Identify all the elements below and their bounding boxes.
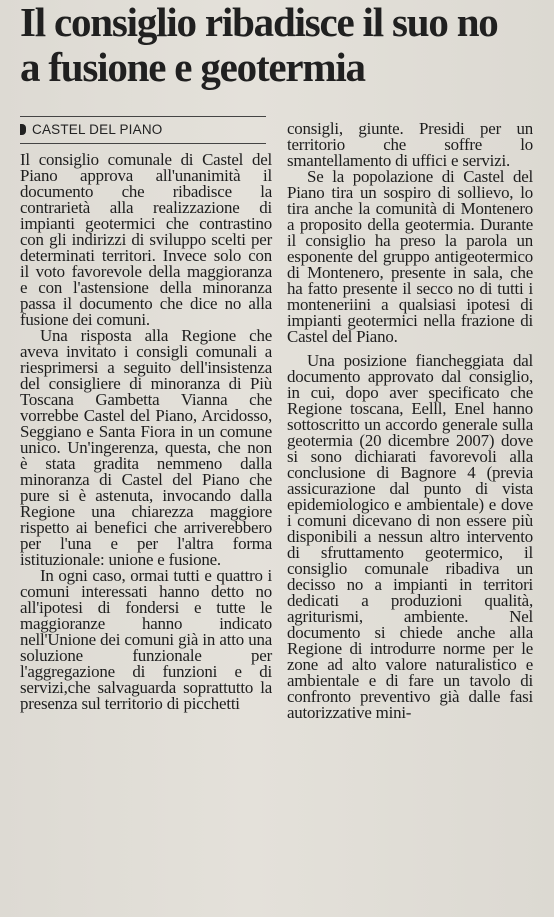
- article-column-left: [20, 152, 272, 712]
- paragraph: Il consiglio comunale di Castel del Piano approva all'unanimità il documento che ribadisce la contrarietà alla realizzazione di impianti geotermici che contrastino con gli indirizzi di sviluppo scelti per determinati territori. Invece solo con il voto favorevole della maggioranza e con l'astensione della minoranza passa il documento che dice no alla fusione dei comuni.: [20, 150, 272, 329]
- section-rule-bottom: [20, 143, 266, 144]
- section-rule-top: [20, 116, 266, 117]
- section-label: [20, 122, 266, 138]
- headline-line-1: Il consiglio ribadisce il suo no: [20, 0, 498, 45]
- section-marker-icon: [20, 124, 26, 135]
- article-column-right: [287, 121, 533, 721]
- section-label-text: CASTEL DEL PIANO: [32, 122, 163, 137]
- paragraph: Una risposta alla Regione che aveva invitato i consigli comunali a riesprimersi a seguito dell'insistenza del consigliere di minoranza di Più Toscana Gambetta Vianna che vorrebbe Castel del Piano, Arcidosso, Seggiano e Santa Fiora in un comune unico. Un'ingerenza, questa, che non è stata gradita nemmeno dalla minoranza di Castel del Piano che pure si è astenuta, invocando dalla Regione una chiarezza maggiore rispetto ai benefici che arriverebbero per l'una e per l'altra forma istituzionale: unione e fusione.: [20, 326, 272, 569]
- paragraph: consigli, giunte. Presidi per un territorio che soffre lo smantellamento di uffici e servizi.: [287, 119, 533, 170]
- article-headline: [20, 0, 545, 90]
- headline-line-2: a fusione e geotermia: [20, 44, 365, 90]
- paragraph: Se la popolazione di Castel del Piano tira un sospiro di sollievo, lo tira anche la comunità di Montenero a proposito della geotermia. Durante il consiglio ha preso la parola un esponente del gruppo antigeotermico di Montenero, presente in sala, che ha fatto presente il secco no di tutti i monteneriini a qualsiasi ipotesi di impianti geotermici nella frazione di Castel del Piano.: [287, 167, 533, 346]
- paragraph: In ogni caso, ormai tutti e quattro i comuni interessati hanno detto no all'ipotesi di fondersi e tutte le maggioranze hanno indicato nell'Unione dei comuni già in atto una soluzione funzionale per l'aggregazione di funzioni e di servizi,che salvaguarda soprattutto la presenza sul territorio di picchetti: [20, 566, 272, 713]
- paragraph: Una posizione fiancheggiata dal documento approvato dal consiglio, in cui, dopo aver specificato che Regione toscana, Eelll, Enel hanno sottoscritto un accordo generale sulla geotermia (20 dicembre 2007) dove si sono dichiarati favorevoli alla conclusione di Bagnore 4 (previa assicurazione dal punto di vista epidemiologico e ambientale) e dove i comuni dicevano di non essere più disponibili a nessun altro intervento di sfruttamento geotermico, il consiglio comunale ribadiva un decisso no a impianti in territori dedicati a produzioni qualità, agriturismi, ambiente. Nel documento si chiede anche alla Regione di introdurre norme per le zone ad alto valore naturalistico e ambientale e di fare un tavolo di confronto preventivo già dalle fasi autorizzative mini-: [287, 351, 533, 722]
